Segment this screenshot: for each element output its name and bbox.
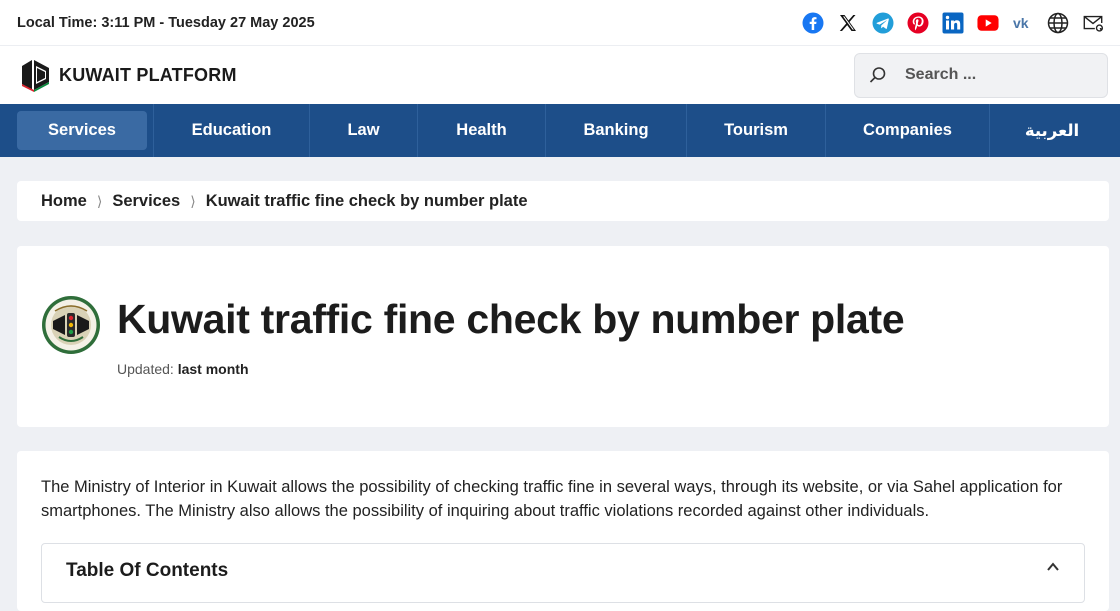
local-time: Local Time: 3:11 PM - Tuesday 27 May 2025 <box>17 14 315 31</box>
facebook-icon[interactable] <box>802 12 824 34</box>
breadcrumb <box>17 181 1109 221</box>
breadcrumb-home[interactable]: Home <box>41 191 87 210</box>
updated-label: Updated: <box>117 361 174 377</box>
table-of-contents[interactable] <box>41 543 1085 603</box>
intro-paragraph: The Ministry of Interior in Kuwait allows the possibility of checking traffic fine in several ways, through its website, or via Sahel application for smartphones. The Ministry also allows the possibility of inquiring about traffic violations recorded against other individuals. <box>41 478 1063 520</box>
logo-mark-icon <box>20 58 51 92</box>
updated-info <box>117 361 249 377</box>
nav-item-companies[interactable]: Companies <box>826 104 990 157</box>
search-icon <box>869 66 887 84</box>
ministry-emblem-icon <box>41 295 101 355</box>
nav-item-tourism[interactable]: Tourism <box>687 104 826 157</box>
article-body-card <box>17 451 1109 611</box>
breadcrumb-current: Kuwait traffic fine check by number plate <box>205 191 528 210</box>
search-input[interactable] <box>905 66 1085 84</box>
page-title: Kuwait traffic fine check by number plate <box>117 296 905 342</box>
x-icon[interactable] <box>837 12 859 34</box>
main-nav <box>0 104 1120 157</box>
updated-value: last month <box>177 361 249 377</box>
youtube-icon[interactable] <box>977 12 999 34</box>
svg-text:vk: vk <box>1013 15 1029 30</box>
pinterest-icon[interactable] <box>907 12 929 34</box>
nav-item-arabic[interactable]: العربية <box>1024 121 1080 140</box>
telegram-icon[interactable] <box>872 12 894 34</box>
chevron-right-icon: ⟩ <box>190 192 196 209</box>
toc-title: Table Of Contents <box>66 560 229 581</box>
brand-name: KUWAIT PLATFORM <box>59 64 237 85</box>
social-links <box>802 12 1104 34</box>
search-box[interactable] <box>854 53 1108 98</box>
vk-icon[interactable] <box>1012 12 1034 34</box>
chevron-up-icon[interactable] <box>1046 560 1060 574</box>
globe-icon[interactable] <box>1047 12 1069 34</box>
article-header-card <box>17 246 1109 427</box>
nav-item-services[interactable] <box>0 104 154 157</box>
site-logo[interactable] <box>20 58 237 92</box>
site-header <box>0 46 1120 104</box>
nav-item-education[interactable]: Education <box>154 104 310 157</box>
mail-icon[interactable] <box>1082 12 1104 34</box>
nav-item-law[interactable]: Law <box>310 104 418 157</box>
nav-item-banking[interactable]: Banking <box>546 104 687 157</box>
nav-item-label: Services <box>17 111 147 150</box>
nav-item-health[interactable]: Health <box>418 104 546 157</box>
breadcrumb-services[interactable]: Services <box>112 191 181 210</box>
linkedin-icon[interactable] <box>942 12 964 34</box>
chevron-right-icon: ⟩ <box>96 192 103 209</box>
top-bar <box>0 0 1120 46</box>
